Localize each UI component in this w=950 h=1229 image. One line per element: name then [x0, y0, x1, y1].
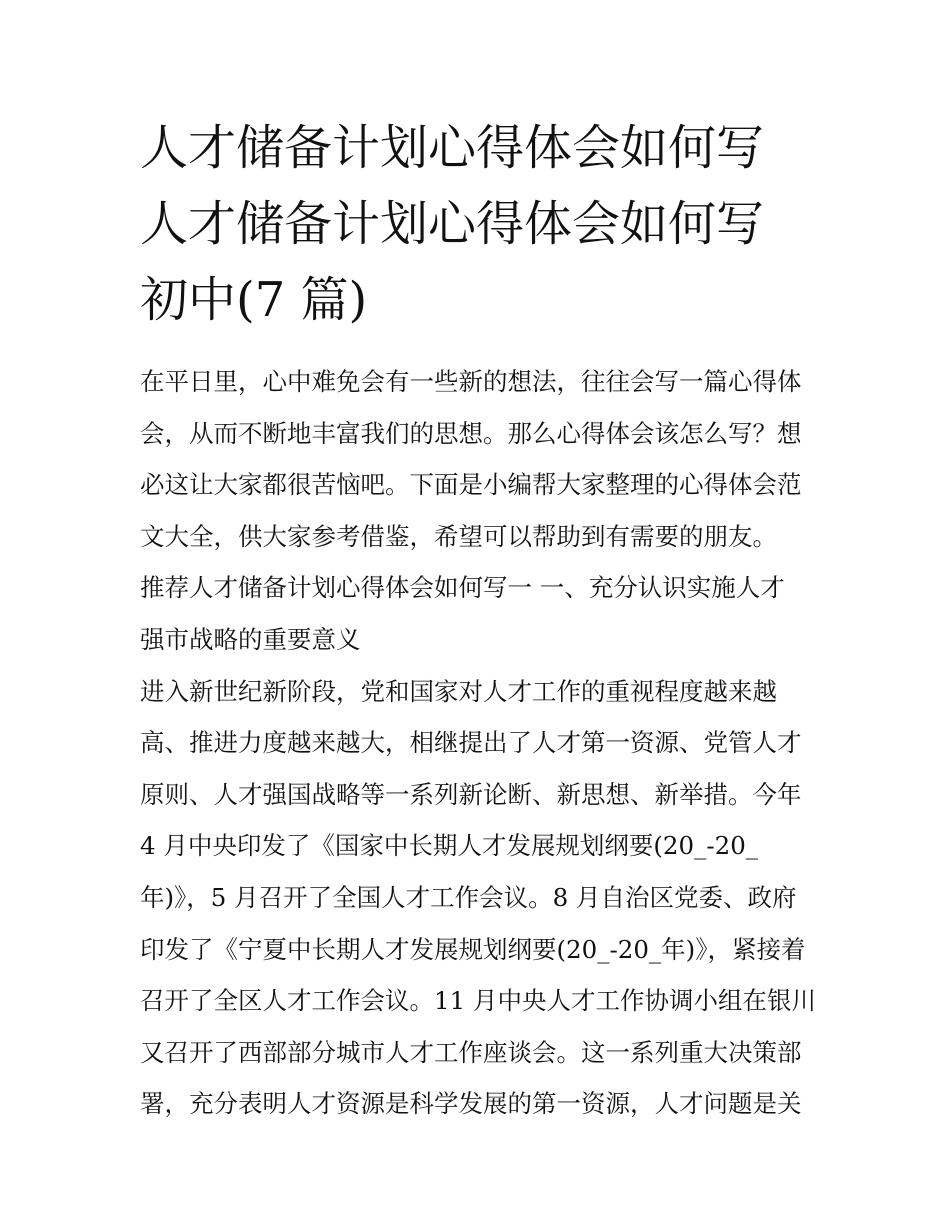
- text-line: 署，充分表明人才资源是科学发展的第一资源，人才问题是关: [140, 1089, 802, 1119]
- text-line: 高、推进力度越来越大，相继提出了人才第一资源、党管人才: [140, 728, 802, 758]
- title-line-3: 初中(7 篇): [140, 272, 368, 328]
- intro-paragraph: [140, 356, 820, 562]
- text-line: 召开了全区人才工作会议。11 月中央人才工作协调小组在银川: [140, 986, 816, 1016]
- text-line: 在平日里，心中难免会有一些新的想法，往往会写一篇心得体: [140, 367, 802, 396]
- title-line-1: 人才储备计划心得体会如何写: [140, 120, 765, 176]
- body-paragraph: [140, 666, 820, 1130]
- text-line: 推荐人才储备计划心得体会如何写一 一、充分认识实施人才: [140, 573, 785, 603]
- text-line: 年)》，5 月召开了全国人才工作会议。8 月自治区党委、政府: [140, 882, 797, 912]
- text-line: 原则、人才强国战略等一系列新论断、新思想、新举措。今年: [140, 779, 802, 809]
- section-heading-paragraph: [140, 562, 820, 665]
- text-line: 会，从而不断地丰富我们的思想。那么心得体会该怎么写？想: [140, 418, 802, 448]
- text-line: 必这让大家都很苦恼吧。下面是小编帮大家整理的心得体会范: [140, 470, 802, 500]
- text-line: 进入新世纪新阶段，党和国家对人才工作的重视程度越来越: [140, 676, 777, 706]
- document-title: [140, 110, 820, 338]
- title-line-2: 人才储备计划心得体会如何写: [140, 196, 765, 252]
- document-body: [140, 356, 820, 1130]
- text-line: 4 月中央印发了《国家中长期人才发展规划纲要(20_-20_: [140, 831, 759, 861]
- text-line: 文大全，供大家参考借鉴，希望可以帮助到有需要的朋友。: [140, 521, 777, 551]
- text-line: 印发了《宁夏中长期人才发展规划纲要(20_-20_年)》，紧接着: [140, 934, 806, 964]
- text-line: 又召开了西部部分城市人才工作座谈会。这一系列重大决策部: [140, 1037, 802, 1067]
- document-page: [140, 110, 820, 1130]
- text-line: 强市战略的重要意义: [140, 624, 361, 654]
